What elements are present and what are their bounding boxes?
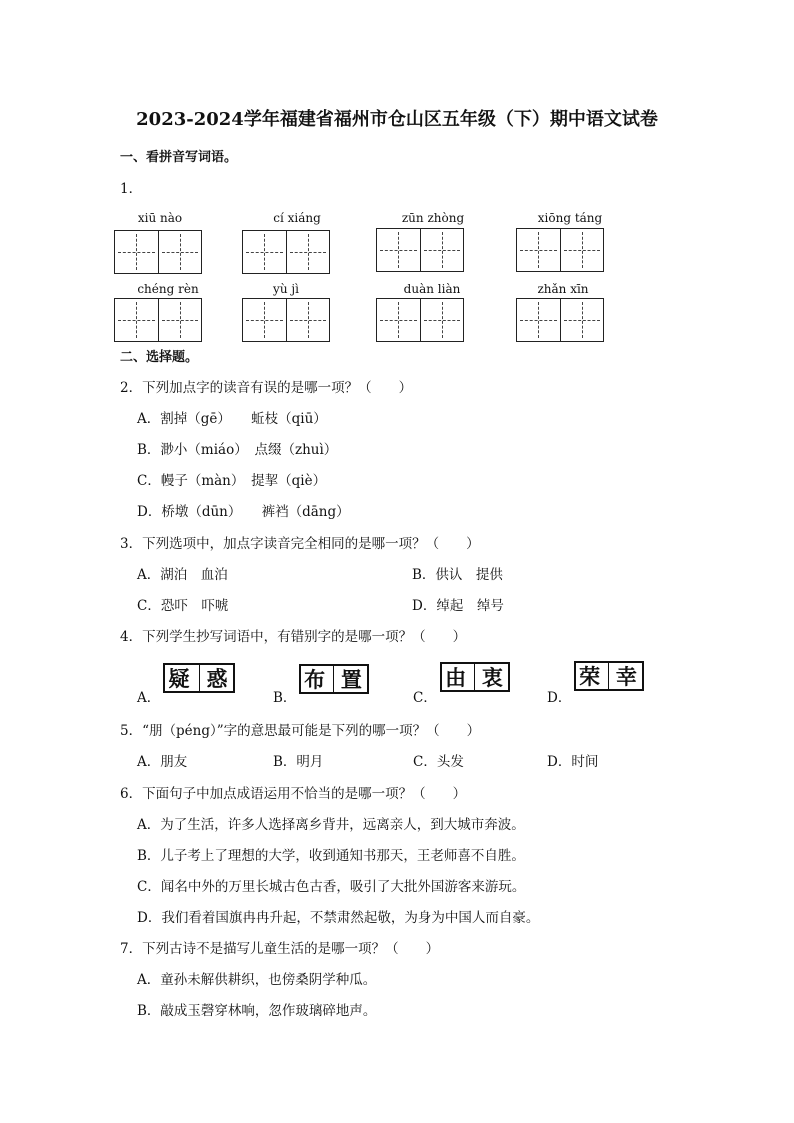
writing-grid[interactable] bbox=[516, 228, 604, 272]
writing-grid[interactable] bbox=[242, 230, 330, 274]
handwritten-char: 荣 bbox=[579, 665, 603, 689]
pinyin-label: xiū nào bbox=[137, 211, 183, 225]
handwritten-char: 疑 bbox=[168, 667, 192, 691]
question-2-option-d[interactable]: D．桥墩（dūn） 裤裆（dāng） bbox=[137, 504, 350, 520]
handwritten-word-d[interactable] bbox=[574, 661, 644, 691]
question-5-option-a[interactable]: A．朋友 bbox=[137, 754, 188, 770]
page-title: 2023-2024学年福建省福州市仓山区五年级（下）期中语文试卷 bbox=[136, 109, 658, 130]
question-7-stem: 7．下列古诗不是描写儿童生活的是哪一项？（ ） bbox=[120, 941, 440, 957]
question-6-option-c[interactable]: C．闻名中外的万里长城古色古香，吸引了大批外国游客来游玩。 bbox=[137, 879, 526, 895]
pinyin-label: chéng rèn bbox=[137, 282, 199, 296]
handwritten-char: 置 bbox=[340, 668, 364, 692]
question-6-stem: 6．下面句子中加点成语运用不恰当的是哪一项？（ ） bbox=[120, 786, 467, 802]
pinyin-label: zhǎn xīn bbox=[537, 282, 589, 296]
section-heading-1: 一、看拼音写词语。 bbox=[120, 150, 238, 165]
question-6-option-a[interactable]: A．为了生活，许多人选择离乡背井，远离亲人，到大城市奔波。 bbox=[137, 817, 525, 833]
question-3-option-b[interactable]: B．供认 提供 bbox=[412, 567, 503, 583]
writing-grid[interactable] bbox=[242, 298, 330, 342]
pinyin-label: xiōng táng bbox=[537, 211, 603, 225]
handwritten-char: 惑 bbox=[206, 667, 230, 691]
question-7-option-a[interactable]: A．童孙未解供耕织，也傍桑阴学种瓜。 bbox=[137, 972, 377, 988]
writing-grid[interactable] bbox=[516, 298, 604, 342]
question-4-stem: 4．下列学生抄写词语中，有错别字的是哪一项？（ ） bbox=[120, 629, 467, 645]
question-4-label-b[interactable]: B． bbox=[273, 690, 297, 706]
writing-grid[interactable] bbox=[114, 298, 202, 342]
section-heading-2: 二、选择题。 bbox=[120, 350, 199, 365]
handwritten-word-c[interactable] bbox=[440, 662, 510, 692]
question-5-stem: 5．“朋（péng）”字的意思最可能是下列的哪一项？（ ） bbox=[120, 723, 481, 739]
writing-grid[interactable] bbox=[114, 230, 202, 274]
question-2-option-b[interactable]: B．渺小（miáo） 点缀（zhuì） bbox=[137, 442, 338, 458]
question-2-stem: 2．下列加点字的读音有误的是哪一项？（ ） bbox=[120, 380, 413, 396]
question-3-option-d[interactable]: D．绰起 绰号 bbox=[412, 598, 504, 614]
question-7-option-b[interactable]: B．敲成玉磬穿林响，忽作玻璃碎地声。 bbox=[137, 1003, 377, 1019]
handwritten-char: 幸 bbox=[615, 665, 639, 689]
handwritten-word-b[interactable] bbox=[299, 664, 369, 694]
question-3-option-c[interactable]: C．恐吓 吓唬 bbox=[137, 598, 229, 614]
writing-grid[interactable] bbox=[376, 228, 464, 272]
pinyin-label: yù jì bbox=[273, 282, 299, 296]
question-4-label-a[interactable]: A． bbox=[137, 690, 161, 706]
question-5-option-d[interactable]: D．时间 bbox=[547, 754, 599, 770]
question-6-option-b[interactable]: B．儿子考上了理想的大学，收到通知书那天，王老师喜不自胜。 bbox=[137, 848, 525, 864]
writing-grid[interactable] bbox=[376, 298, 464, 342]
question-5-option-c[interactable]: C．头发 bbox=[413, 754, 464, 770]
question-4-label-c[interactable]: C． bbox=[413, 690, 437, 706]
pinyin-label: zūn zhòng bbox=[401, 211, 465, 225]
question-6-option-d[interactable]: D．我们看着国旗冉冉升起，不禁肃然起敬，为身为中国人而自豪。 bbox=[137, 910, 540, 926]
handwritten-word-a[interactable] bbox=[163, 663, 235, 693]
pinyin-label: duàn liàn bbox=[403, 282, 461, 296]
question-4-label-d[interactable]: D． bbox=[547, 690, 572, 706]
question-5-option-b[interactable]: B．明月 bbox=[273, 754, 324, 770]
question-2-option-c[interactable]: C．幔子（màn） 提挈（qiè） bbox=[137, 473, 327, 489]
question-3-stem: 3．下列选项中，加点字读音完全相同的是哪一项？（ ） bbox=[120, 536, 480, 552]
question-1-label: 1． bbox=[120, 181, 143, 197]
handwritten-char: 布 bbox=[304, 668, 328, 692]
question-2-option-a[interactable]: A．割掉（gē） 蚯枝（qiū） bbox=[137, 411, 327, 427]
handwritten-char: 衷 bbox=[481, 666, 505, 690]
handwritten-char: 由 bbox=[445, 666, 469, 690]
question-3-option-a[interactable]: A．湖泊 血泊 bbox=[137, 567, 228, 583]
pinyin-label: cí xiáng bbox=[273, 211, 321, 225]
